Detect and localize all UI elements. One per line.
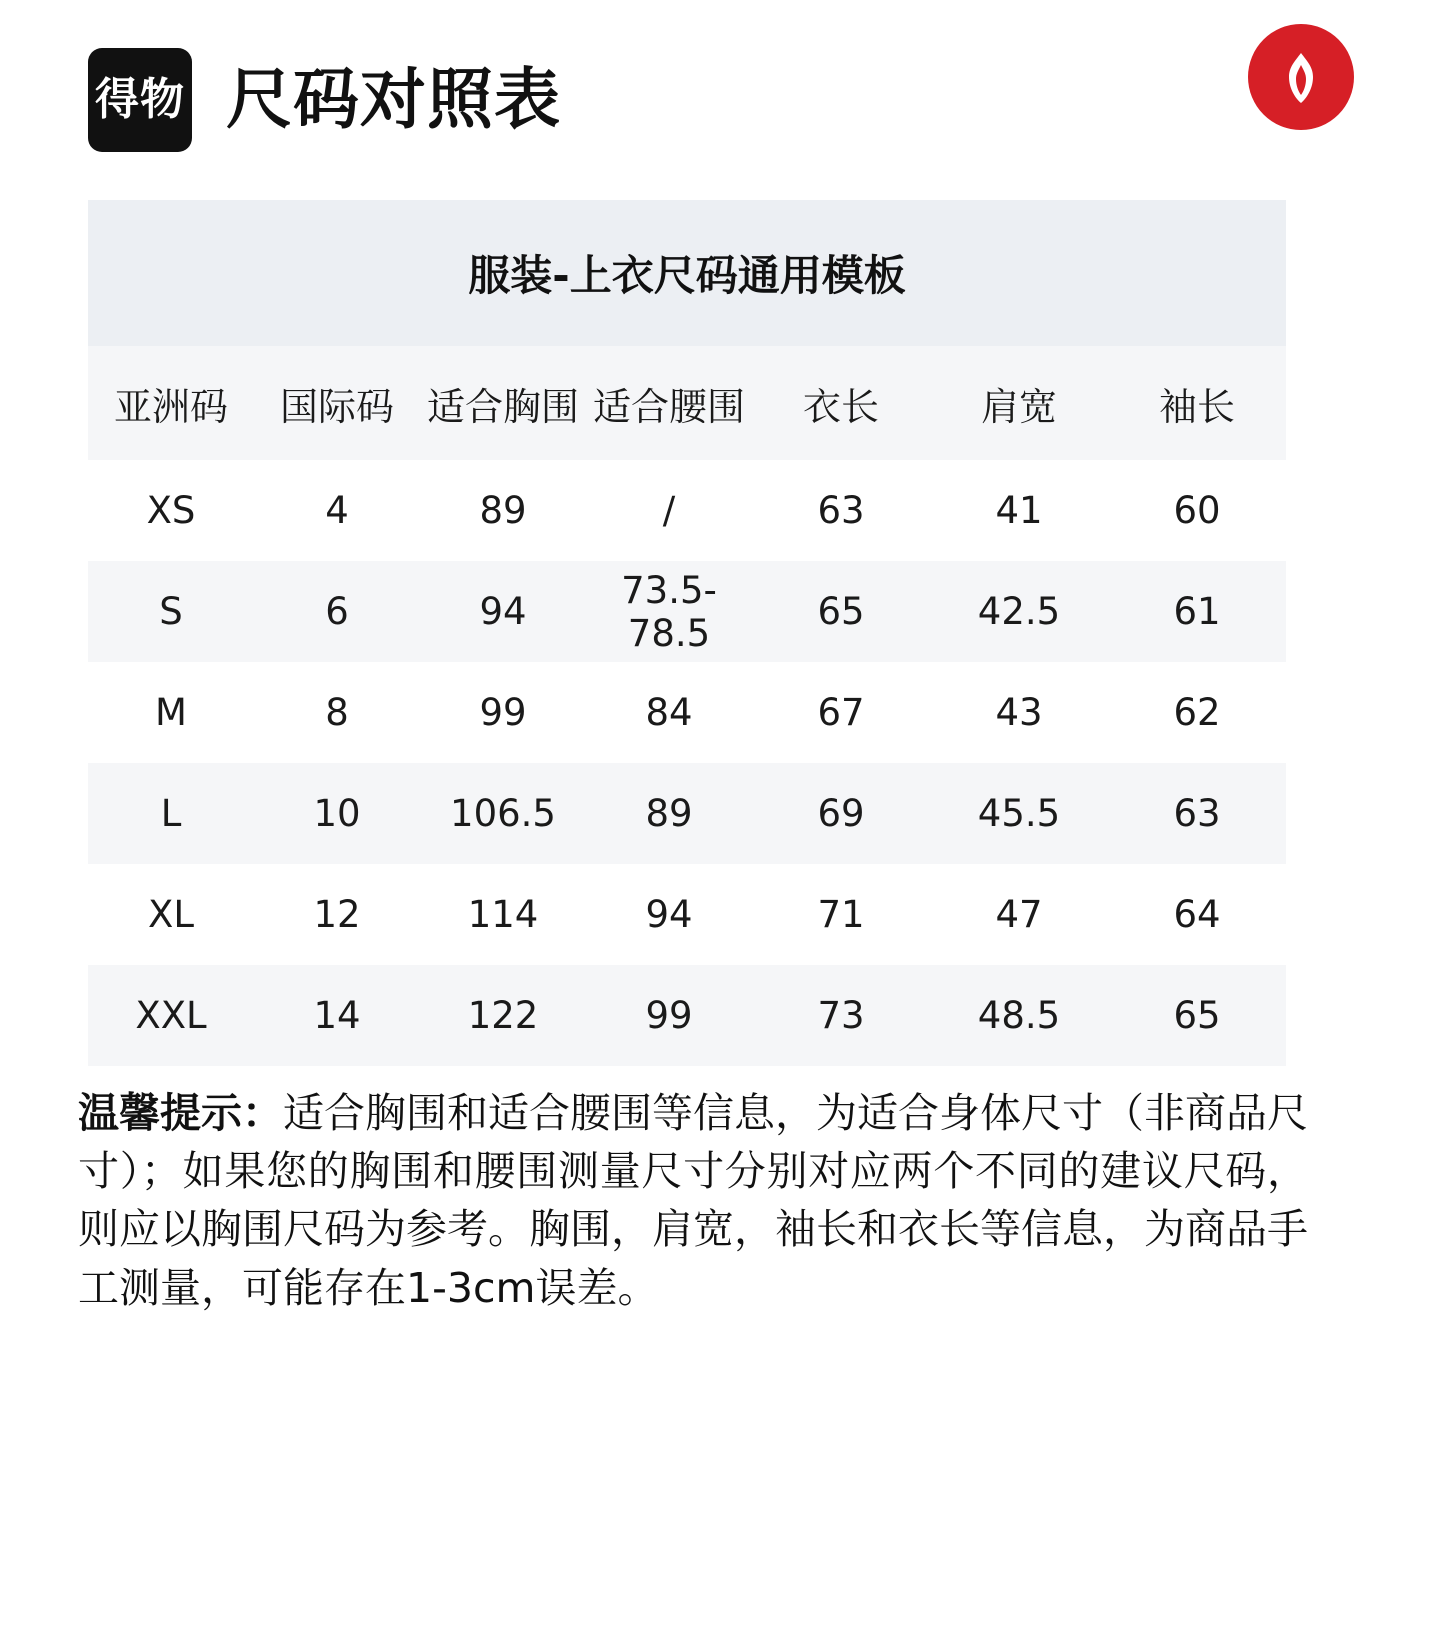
cell-asia-size: S <box>88 561 254 662</box>
column-header-waist: 适合腰围 <box>586 346 752 460</box>
column-header-bust: 适合胸围 <box>420 346 586 460</box>
cell-asia-size: M <box>88 662 254 763</box>
size-note-text: 适合胸围和适合腰围等信息，为适合身体尺寸（非商品尺寸）；如果您的胸围和腰围测量尺寸分别对应两个不同的建议尺码，则应以胸围尺码为参考。胸围，肩宽，袖长和衣长等信息，为商品手工测量，可能存在1-3cm误差。 <box>78 1089 1308 1312</box>
cell-asia-size: XL <box>88 864 254 965</box>
cell-waist: / <box>586 460 752 561</box>
cell-length: 73 <box>752 965 930 1066</box>
cell-bust: 89 <box>420 460 586 561</box>
column-header-shoulder: 肩宽 <box>930 346 1108 460</box>
cell-sleeve: 60 <box>1108 460 1286 561</box>
cell-shoulder: 43 <box>930 662 1108 763</box>
cell-sleeve: 61 <box>1108 561 1286 662</box>
cell-sleeve: 65 <box>1108 965 1286 1066</box>
size-table-head <box>88 346 1286 460</box>
cell-length: 69 <box>752 763 930 864</box>
cell-waist: 99 <box>586 965 752 1066</box>
cell-sleeve: 62 <box>1108 662 1286 763</box>
table-row <box>88 965 1286 1066</box>
cell-intl-size: 6 <box>254 561 420 662</box>
cell-intl-size: 4 <box>254 460 420 561</box>
cell-waist: 73.5-78.5 <box>586 561 752 662</box>
table-row <box>88 561 1286 662</box>
column-header-intl-size: 国际码 <box>254 346 420 460</box>
cell-length: 67 <box>752 662 930 763</box>
cell-bust: 99 <box>420 662 586 763</box>
dewu-brand-badge <box>88 48 192 152</box>
table-row <box>88 864 1286 965</box>
column-header-asia-size: 亚洲码 <box>88 346 254 460</box>
page-header <box>0 0 1440 200</box>
cell-shoulder: 47 <box>930 864 1108 965</box>
cell-intl-size: 10 <box>254 763 420 864</box>
size-table-container <box>88 200 1286 1066</box>
cell-intl-size: 8 <box>254 662 420 763</box>
column-header-sleeve: 袖长 <box>1108 346 1286 460</box>
cell-length: 65 <box>752 561 930 662</box>
table-row <box>88 763 1286 864</box>
cell-shoulder: 41 <box>930 460 1108 561</box>
cell-bust: 106.5 <box>420 763 586 864</box>
table-row <box>88 662 1286 763</box>
column-header-length: 衣长 <box>752 346 930 460</box>
cell-asia-size: XXL <box>88 965 254 1066</box>
brand-logo <box>1248 24 1354 130</box>
size-table <box>88 346 1286 1066</box>
table-row <box>88 460 1286 561</box>
cell-length: 71 <box>752 864 930 965</box>
cell-bust: 122 <box>420 965 586 1066</box>
cell-sleeve: 64 <box>1108 864 1286 965</box>
cell-asia-size: L <box>88 763 254 864</box>
cell-bust: 94 <box>420 561 586 662</box>
cell-shoulder: 42.5 <box>930 561 1108 662</box>
cell-shoulder: 45.5 <box>930 763 1108 864</box>
cell-bust: 114 <box>420 864 586 965</box>
size-table-title: 服装-上衣尺码通用模板 <box>88 200 1286 346</box>
cell-waist: 89 <box>586 763 752 864</box>
cell-asia-size: XS <box>88 460 254 561</box>
cell-sleeve: 63 <box>1108 763 1286 864</box>
cell-shoulder: 48.5 <box>930 965 1108 1066</box>
size-note-label: 温馨提示： <box>78 1089 283 1137</box>
page-title: 尺码对照表 <box>226 61 561 138</box>
cell-length: 63 <box>752 460 930 561</box>
lululemon-logo-icon <box>1248 24 1354 130</box>
size-note <box>78 1084 1308 1317</box>
cell-intl-size: 12 <box>254 864 420 965</box>
dewu-brand-badge-label: 得物 <box>95 74 185 125</box>
cell-waist: 94 <box>586 864 752 965</box>
table-header-row <box>88 346 1286 460</box>
size-table-body <box>88 460 1286 1066</box>
cell-waist: 84 <box>586 662 752 763</box>
cell-intl-size: 14 <box>254 965 420 1066</box>
